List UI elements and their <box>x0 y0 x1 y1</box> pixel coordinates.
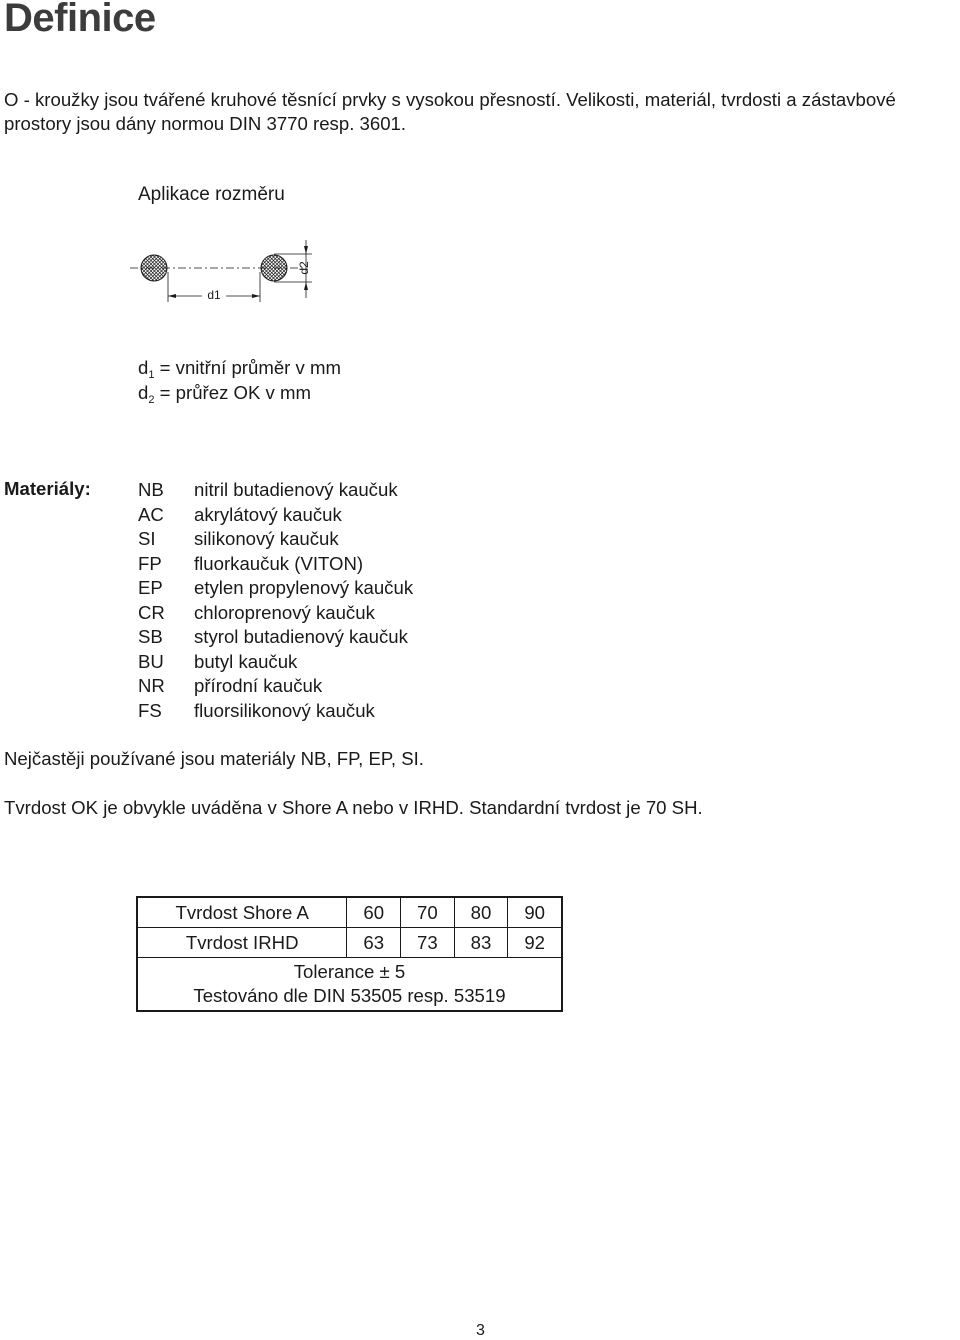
table-cell: 80 <box>454 897 508 928</box>
table-cell: 92 <box>508 928 562 958</box>
list-item: SB styrol butadienový kaučuk <box>138 626 408 647</box>
materials-label: Materiály: <box>4 478 91 499</box>
list-item: NB nitril butadienový kaučuk <box>138 479 398 500</box>
table-cell: 70 <box>401 897 455 928</box>
list-item: FS fluorsilikonový kaučuk <box>138 699 375 721</box>
table-row <box>137 958 562 1012</box>
diagram-title: Aplikace rozměru <box>138 184 285 205</box>
list-item: SI silikonový kaučuk <box>138 528 339 549</box>
list-item: CR chloroprenový kaučuk <box>138 601 375 623</box>
legend-d1: $d_1$ = vnitřní průměr v mm <box>138 357 341 381</box>
page-title: Definice <box>4 0 156 40</box>
materials-list <box>138 478 413 723</box>
left-cross-section <box>141 255 167 281</box>
table-cell: 63 <box>347 928 401 958</box>
list-item: AC akrylátový kaučuk <box>138 503 342 525</box>
table-cell: 60 <box>347 897 401 928</box>
list-item: BU butyl kaučuk <box>138 650 298 672</box>
intro-paragraph: O - kroužky jsou tvářené kruhové těsnící prvky s vysokou přesností. Velikosti, materiál, tvrdosti a zástavbové prostory jsou dány normou DIN 3770 resp. 3601. <box>4 89 896 134</box>
tolerance-text: Tolerance ± 5 <box>293 961 406 982</box>
hardness-note: Tvrdost OK je obvykle uváděna v Shore A nebo v IRHD. Standardní tvrdost je 70 SH. <box>4 797 703 818</box>
d2-label: d2 <box>297 261 312 275</box>
table-cell: 90 <box>508 897 562 928</box>
tolerance-cell <box>137 958 562 1012</box>
table-row <box>137 928 562 958</box>
list-item: NR přírodní kaučuk <box>138 675 323 696</box>
row-label: Tvrdost IRHD <box>137 928 347 958</box>
o-ring-dimension-diagram <box>130 236 320 316</box>
common-materials-note: Nejčastěji používané jsou materiály NB, FP, EP, SI. <box>4 748 424 769</box>
right-cross-section <box>261 255 287 281</box>
table-cell: 73 <box>401 928 455 958</box>
hardness-table <box>136 896 563 1012</box>
row-label: Tvrdost Shore A <box>137 897 347 928</box>
table-row <box>137 897 562 928</box>
list-item: FP fluorkaučuk (VITON) <box>138 552 364 574</box>
legend-d2: $d_2$ = průřez OK v mm <box>138 382 311 406</box>
d1-label: d1 <box>207 288 221 302</box>
table-cell: 83 <box>454 928 508 958</box>
list-item: EP etylen propylenový kaučuk <box>138 577 414 598</box>
page-number: 3 <box>476 1322 485 1339</box>
test-standard-text: Testováno dle DIN 53505 resp. 53519 <box>193 985 506 1006</box>
